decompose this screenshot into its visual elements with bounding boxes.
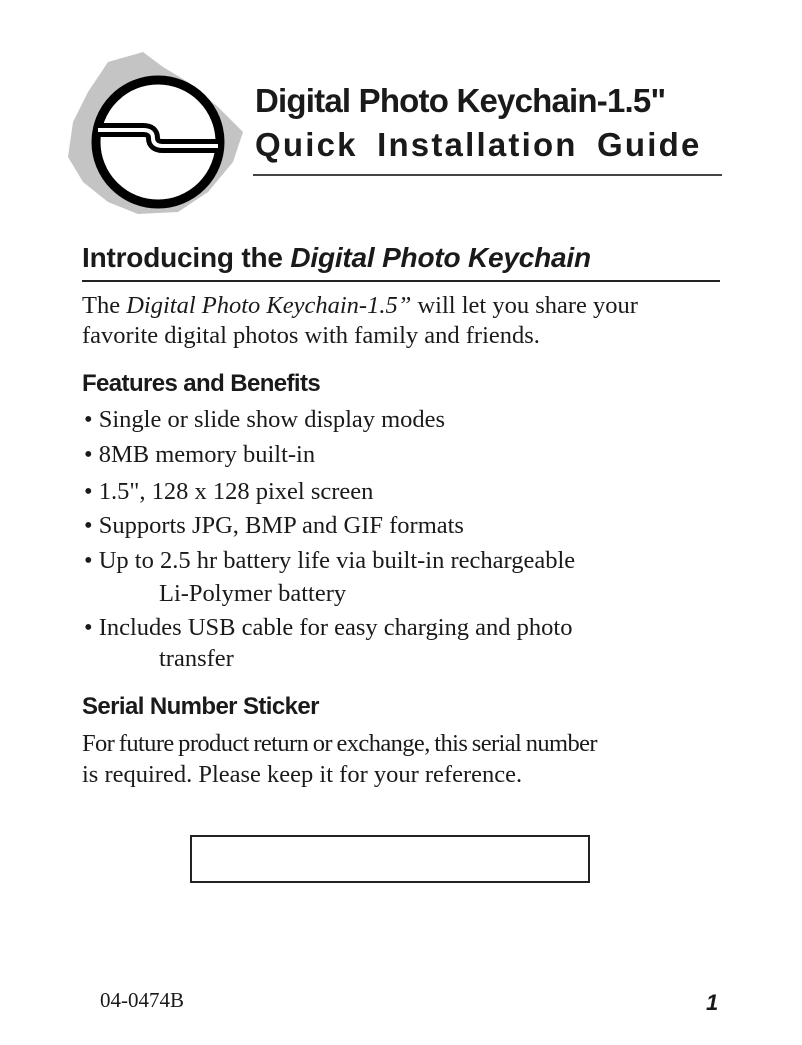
intro-heading-italic: Digital Photo Keychain <box>290 242 591 273</box>
title-line-1: Digital Photo Keychain-1.5" <box>255 82 666 119</box>
siig-logo <box>68 52 248 217</box>
features-heading: Features and Benefits <box>82 370 321 397</box>
intro-line-1 <box>82 292 720 320</box>
feature-item: • 1.5", 128 x 128 pixel screen <box>84 478 374 505</box>
intro-heading <box>82 242 591 274</box>
intro-heading-plain: Introducing the <box>82 242 291 273</box>
product-name: Digital Photo Keychain-1.5” <box>126 292 412 319</box>
feature-item: • Up to 2.5 hr battery life via built-in rechargeable <box>84 547 576 574</box>
feature-item: • 8MB memory built-in <box>84 441 316 468</box>
feature-item-continued: Li-Polymer battery <box>159 580 347 607</box>
feature-item: • Supports JPG, BMP and GIF formats <box>84 512 464 539</box>
intro-line-2: favorite digital photos with family and friends. <box>82 322 540 349</box>
serial-line-1: For future product return or exchange, this serial number <box>82 730 597 757</box>
serial-line-2: is required. Please keep it for your reference. <box>82 761 523 788</box>
title-divider <box>253 174 722 176</box>
page-number: 1 <box>706 990 719 1015</box>
intro-divider <box>82 280 720 282</box>
feature-item: • Single or slide show display modes <box>84 406 446 433</box>
serial-heading: Serial Number Sticker <box>82 693 319 720</box>
intro-text: The <box>82 292 127 319</box>
feature-item-continued: transfer <box>159 645 234 672</box>
title-line-2: Quick Installation Guide <box>255 126 702 163</box>
feature-item: • Includes USB cable for easy charging and photo <box>84 614 573 641</box>
serial-number-sticker-box <box>190 835 590 883</box>
document-number: 04-0474B <box>100 988 184 1012</box>
intro-text: will let you share your <box>411 292 638 319</box>
